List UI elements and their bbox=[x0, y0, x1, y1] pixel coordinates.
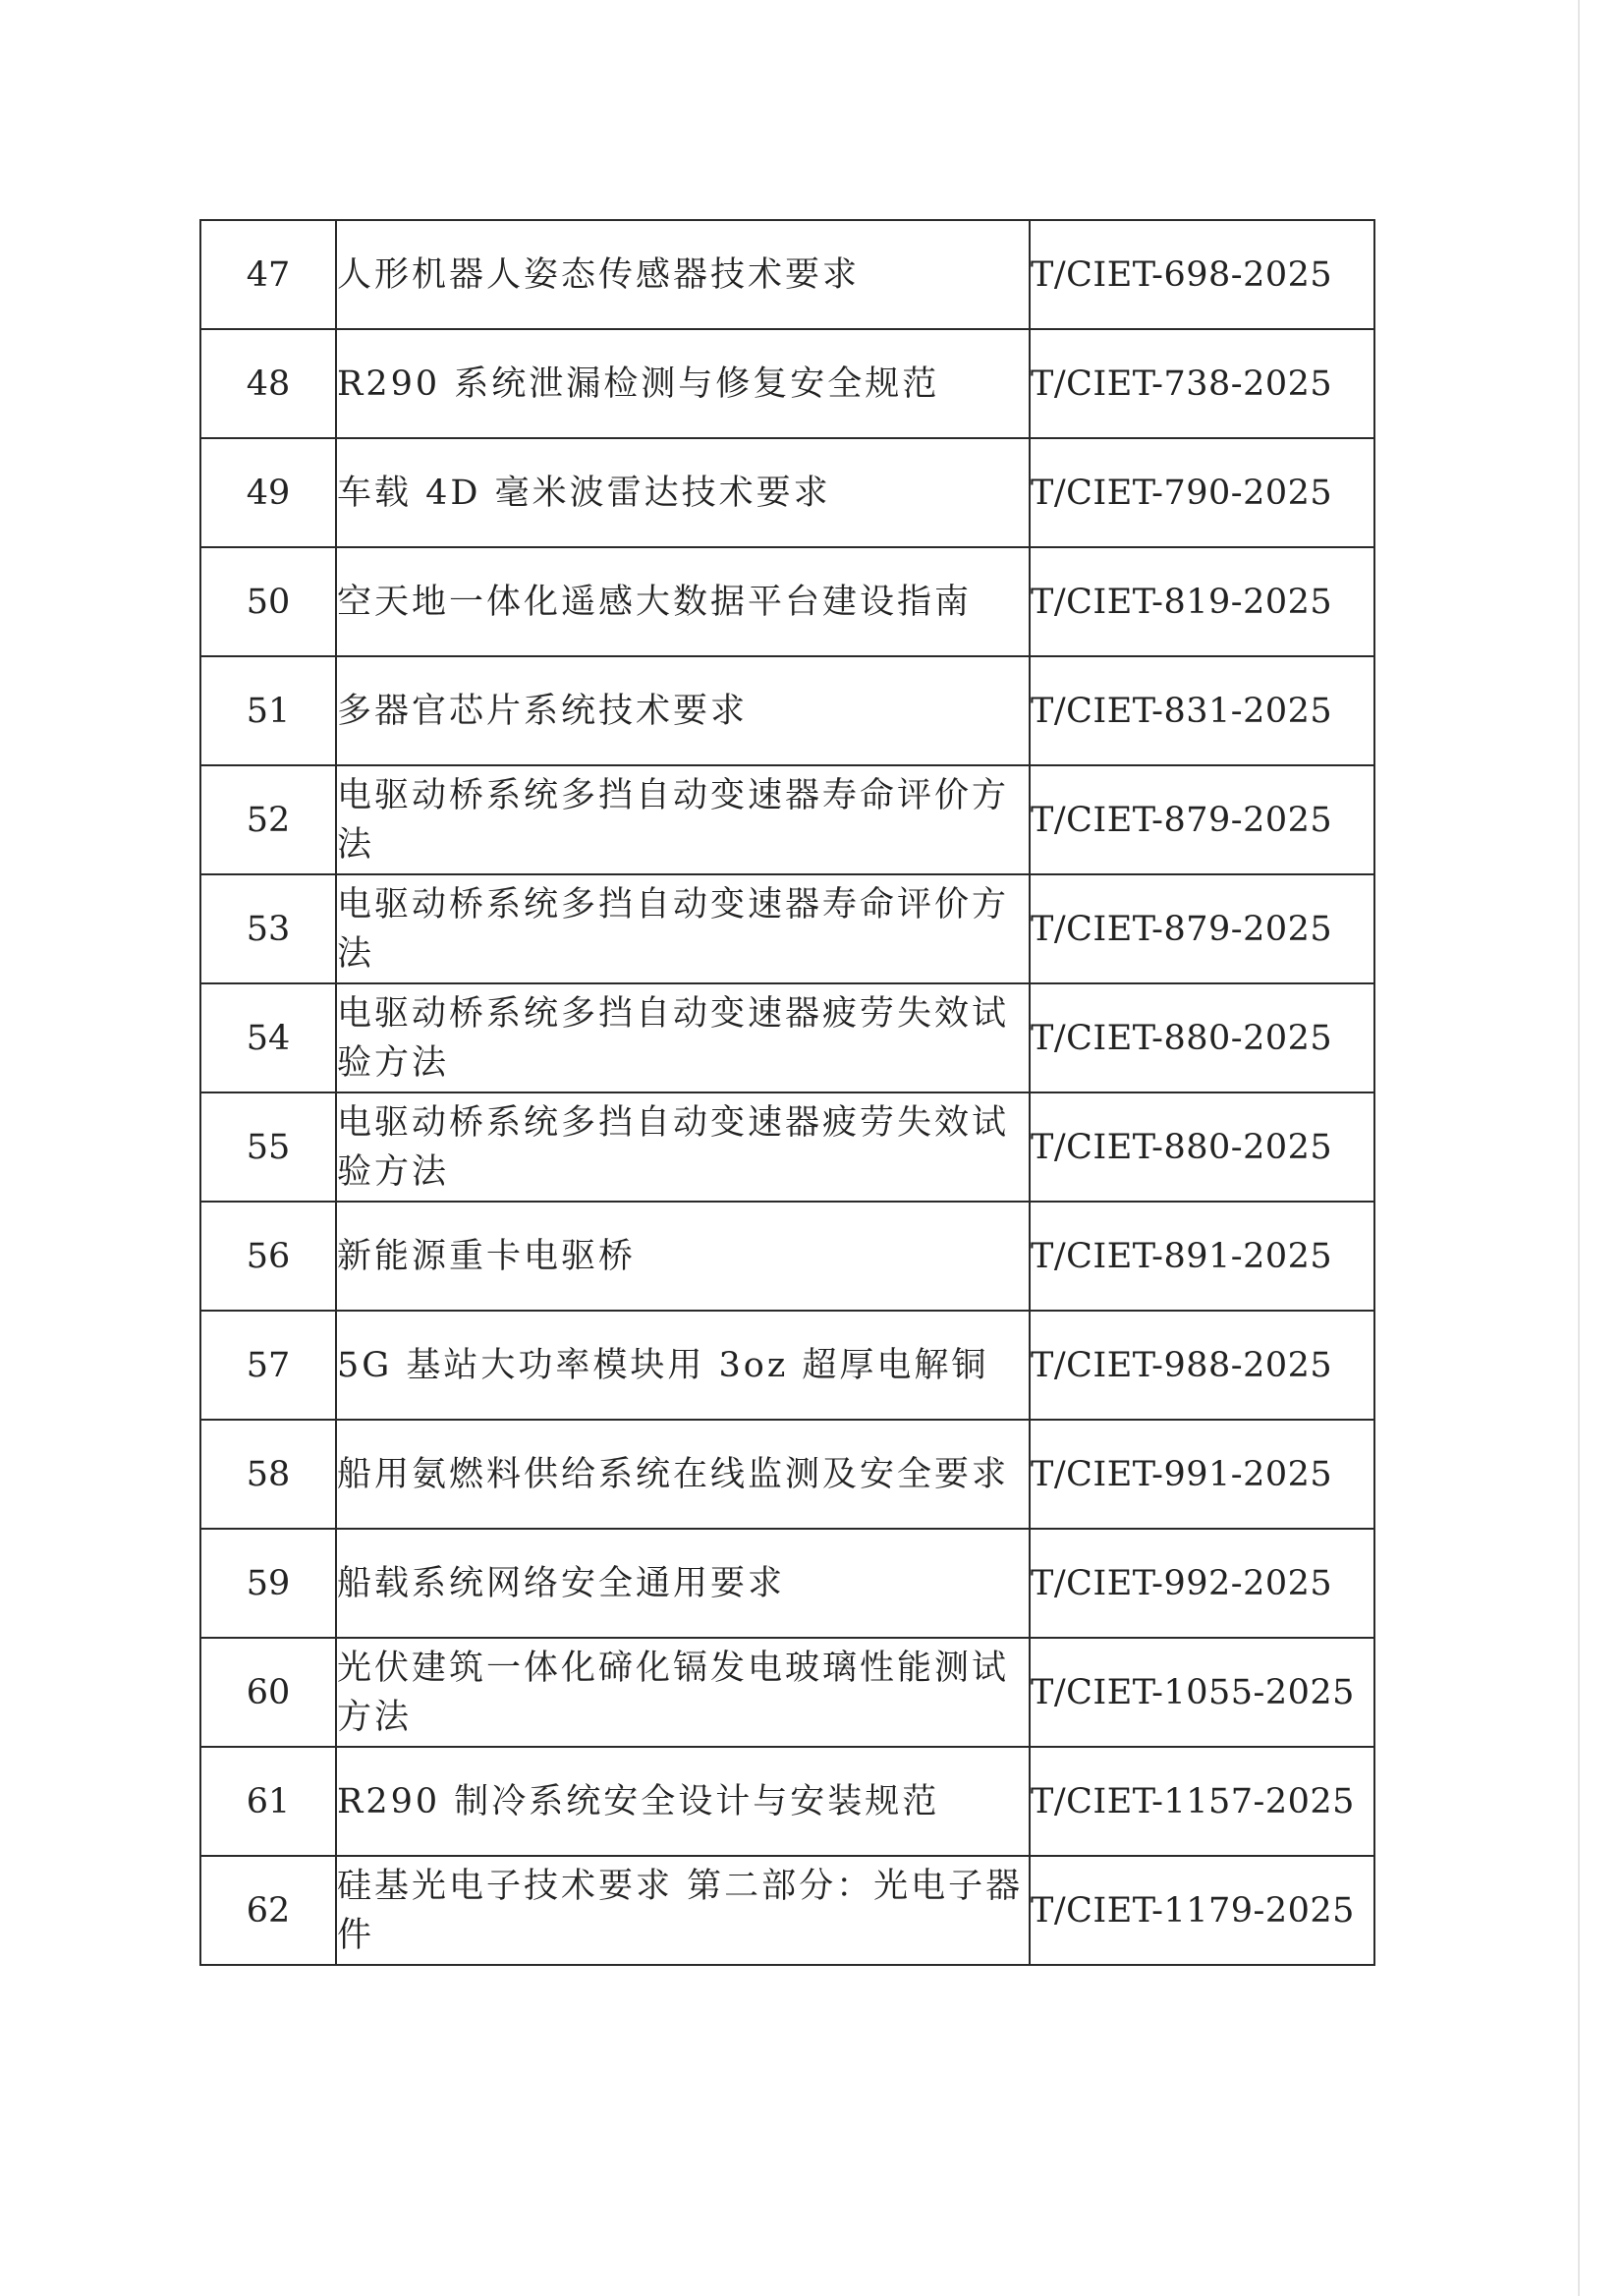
standard-name: 人形机器人姿态传感器技术要求 bbox=[336, 220, 1030, 329]
table-row bbox=[200, 874, 1374, 983]
table-row bbox=[200, 329, 1374, 438]
table-row bbox=[200, 983, 1374, 1092]
standard-name: 电驱动桥系统多挡自动变速器寿命评价方法 bbox=[336, 874, 1030, 983]
standards-table bbox=[199, 219, 1375, 1966]
table-row bbox=[200, 1092, 1374, 1202]
table-row bbox=[200, 1638, 1374, 1747]
standard-code: T/CIET-992-2025 bbox=[1030, 1529, 1374, 1638]
standard-name: 船用氨燃料供给系统在线监测及安全要求 bbox=[336, 1420, 1030, 1529]
table-row bbox=[200, 220, 1374, 329]
standard-code: T/CIET-880-2025 bbox=[1030, 983, 1374, 1092]
standard-code: T/CIET-1055-2025 bbox=[1030, 1638, 1374, 1747]
table-row bbox=[200, 1747, 1374, 1856]
row-number: 57 bbox=[200, 1311, 336, 1420]
standard-name: 电驱动桥系统多挡自动变速器疲劳失效试验方法 bbox=[336, 983, 1030, 1092]
standard-name: 多器官芯片系统技术要求 bbox=[336, 656, 1030, 765]
row-number: 62 bbox=[200, 1856, 336, 1965]
row-number: 48 bbox=[200, 329, 336, 438]
standard-name: 硅基光电子技术要求 第二部分：光电子器件 bbox=[336, 1856, 1030, 1965]
table-row bbox=[200, 1529, 1374, 1638]
table-row bbox=[200, 656, 1374, 765]
row-number: 49 bbox=[200, 438, 336, 547]
standard-name: R290 系统泄漏检测与修复安全规范 bbox=[336, 329, 1030, 438]
table-row bbox=[200, 1856, 1374, 1965]
standard-code: T/CIET-991-2025 bbox=[1030, 1420, 1374, 1529]
standard-code: T/CIET-698-2025 bbox=[1030, 220, 1374, 329]
row-number: 51 bbox=[200, 656, 336, 765]
page-edge-line bbox=[1578, 0, 1580, 2296]
row-number: 53 bbox=[200, 874, 336, 983]
standard-code: T/CIET-879-2025 bbox=[1030, 874, 1374, 983]
standard-code: T/CIET-1179-2025 bbox=[1030, 1856, 1374, 1965]
table-row bbox=[200, 765, 1374, 874]
row-number: 61 bbox=[200, 1747, 336, 1856]
table-row bbox=[200, 547, 1374, 656]
standard-name: 空天地一体化遥感大数据平台建设指南 bbox=[336, 547, 1030, 656]
row-number: 52 bbox=[200, 765, 336, 874]
table-row bbox=[200, 1420, 1374, 1529]
standard-code: T/CIET-1157-2025 bbox=[1030, 1747, 1374, 1856]
table-row bbox=[200, 438, 1374, 547]
table-row bbox=[200, 1311, 1374, 1420]
standard-name: 电驱动桥系统多挡自动变速器寿命评价方法 bbox=[336, 765, 1030, 874]
standard-name: 光伏建筑一体化碲化镉发电玻璃性能测试方法 bbox=[336, 1638, 1030, 1747]
standard-code: T/CIET-738-2025 bbox=[1030, 329, 1374, 438]
standard-code: T/CIET-879-2025 bbox=[1030, 765, 1374, 874]
standard-code: T/CIET-790-2025 bbox=[1030, 438, 1374, 547]
row-number: 55 bbox=[200, 1092, 336, 1202]
standard-code: T/CIET-831-2025 bbox=[1030, 656, 1374, 765]
standard-code: T/CIET-891-2025 bbox=[1030, 1202, 1374, 1311]
row-number: 58 bbox=[200, 1420, 336, 1529]
standard-code: T/CIET-819-2025 bbox=[1030, 547, 1374, 656]
standard-name: 电驱动桥系统多挡自动变速器疲劳失效试验方法 bbox=[336, 1092, 1030, 1202]
standard-name: 新能源重卡电驱桥 bbox=[336, 1202, 1030, 1311]
row-number: 59 bbox=[200, 1529, 336, 1638]
standard-code: T/CIET-988-2025 bbox=[1030, 1311, 1374, 1420]
standard-name: R290 制冷系统安全设计与安装规范 bbox=[336, 1747, 1030, 1856]
row-number: 54 bbox=[200, 983, 336, 1092]
standard-name: 车载 4D 毫米波雷达技术要求 bbox=[336, 438, 1030, 547]
standard-code: T/CIET-880-2025 bbox=[1030, 1092, 1374, 1202]
row-number: 60 bbox=[200, 1638, 336, 1747]
row-number: 50 bbox=[200, 547, 336, 656]
table-body bbox=[200, 220, 1374, 1965]
table-row bbox=[200, 1202, 1374, 1311]
standard-name: 船载系统网络安全通用要求 bbox=[336, 1529, 1030, 1638]
standard-name: 5G 基站大功率模块用 3oz 超厚电解铜 bbox=[336, 1311, 1030, 1420]
row-number: 47 bbox=[200, 220, 336, 329]
row-number: 56 bbox=[200, 1202, 336, 1311]
